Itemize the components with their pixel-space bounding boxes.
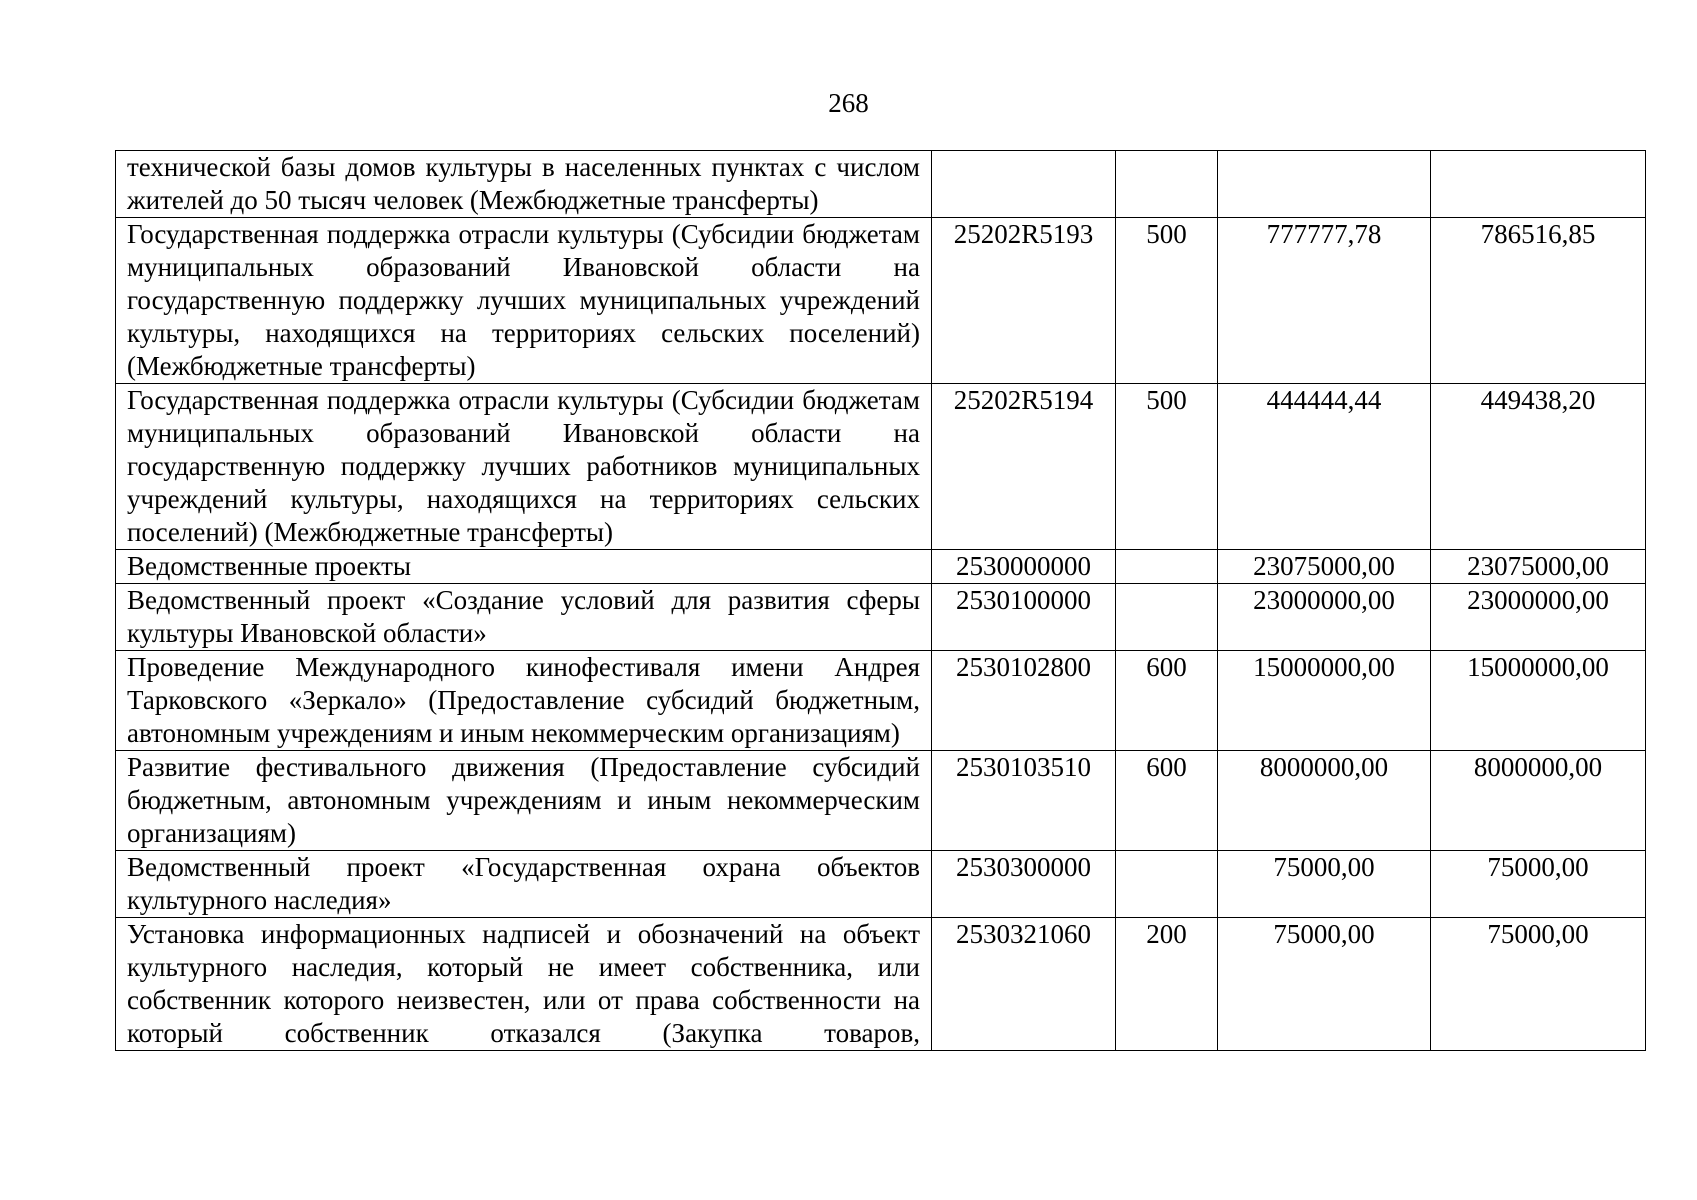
row-name-cell: Ведомственный проект «Создание условий для развития сферы культуры Ивановской области» [116, 584, 932, 651]
expense-type-cell: 200 [1116, 918, 1218, 1051]
row-name-cell: Развитие фестивального движения (Предоставление субсидий бюджетным, автономным учреждениям и иным некоммерческим организациям) [116, 751, 932, 851]
amount-cell-2: 449438,20 [1431, 384, 1646, 550]
target-code-cell [932, 151, 1116, 218]
amount-cell-2 [1431, 151, 1646, 218]
expense-type-cell: 500 [1116, 218, 1218, 384]
amount-cell-2: 23075000,00 [1431, 550, 1646, 584]
target-code-cell: 2530300000 [932, 851, 1116, 918]
amount-cell-2: 75000,00 [1431, 851, 1646, 918]
amount-cell-2: 786516,85 [1431, 218, 1646, 384]
target-code-cell: 2530321060 [932, 918, 1116, 1051]
table-row [116, 918, 1646, 1051]
amount-cell-1: 444444,44 [1218, 384, 1431, 550]
table-row [116, 151, 1646, 218]
expense-type-cell [1116, 584, 1218, 651]
amount-cell-1: 75000,00 [1218, 918, 1431, 1051]
row-name-cell: технической базы домов культуры в населенных пунктах с числом жителей до 50 тысяч человек (Межбюджетные трансферты) [116, 151, 932, 218]
amount-cell-1: 8000000,00 [1218, 751, 1431, 851]
row-name-cell: Государственная поддержка отрасли культуры (Субсидии бюджетам муниципальных образований Ивановской области на государственную поддержку лучших муниципальных учреждений культуры, находящихся на территориях сельских поселений) (Межбюджетные трансферты) [116, 218, 932, 384]
expense-type-cell: 600 [1116, 651, 1218, 751]
expense-type-cell [1116, 550, 1218, 584]
target-code-cell: 2530000000 [932, 550, 1116, 584]
amount-cell-1: 15000000,00 [1218, 651, 1431, 751]
target-code-cell: 2530102800 [932, 651, 1116, 751]
amount-cell-2: 15000000,00 [1431, 651, 1646, 751]
table-row [116, 584, 1646, 651]
row-name-cell: Установка информационных надписей и обозначений на объект культурного наследия, который не имеет собственника, или собственник которого неизвестен, или от права собственности на который собственник отказался (Закупка товаров, [116, 918, 932, 1051]
row-name-cell: Проведение Международного кинофестиваля имени Андрея Тарковского «Зеркало» (Предоставление субсидий бюджетным, автономным учреждениям и иным некоммерческим организациям) [116, 651, 932, 751]
table-row [116, 550, 1646, 584]
amount-cell-2: 8000000,00 [1431, 751, 1646, 851]
table-row [116, 851, 1646, 918]
table-row [116, 384, 1646, 550]
expense-type-cell [1116, 851, 1218, 918]
expense-type-cell [1116, 151, 1218, 218]
table-row [116, 751, 1646, 851]
expense-type-cell: 600 [1116, 751, 1218, 851]
expense-type-cell: 500 [1116, 384, 1218, 550]
amount-cell-2: 23000000,00 [1431, 584, 1646, 651]
row-name-cell: Ведомственный проект «Государственная охрана объектов культурного наследия» [116, 851, 932, 918]
budget-table [115, 150, 1646, 1051]
amount-cell-1 [1218, 151, 1431, 218]
table-row [116, 218, 1646, 384]
row-name-cell: Ведомственные проекты [116, 550, 932, 584]
target-code-cell: 25202R5193 [932, 218, 1116, 384]
table-row [116, 651, 1646, 751]
amount-cell-1: 75000,00 [1218, 851, 1431, 918]
target-code-cell: 2530103510 [932, 751, 1116, 851]
page-number: 268 [828, 88, 869, 118]
amount-cell-1: 23075000,00 [1218, 550, 1431, 584]
target-code-cell: 2530100000 [932, 584, 1116, 651]
row-name-cell: Государственная поддержка отрасли культуры (Субсидии бюджетам муниципальных образований Ивановской области на государственную поддержку лучших работников муниципальных учреждений культуры, находящихся на территориях сельских поселений) (Межбюджетные трансферты) [116, 384, 932, 550]
amount-cell-2: 75000,00 [1431, 918, 1646, 1051]
target-code-cell: 25202R5194 [932, 384, 1116, 550]
amount-cell-1: 777777,78 [1218, 218, 1431, 384]
amount-cell-1: 23000000,00 [1218, 584, 1431, 651]
